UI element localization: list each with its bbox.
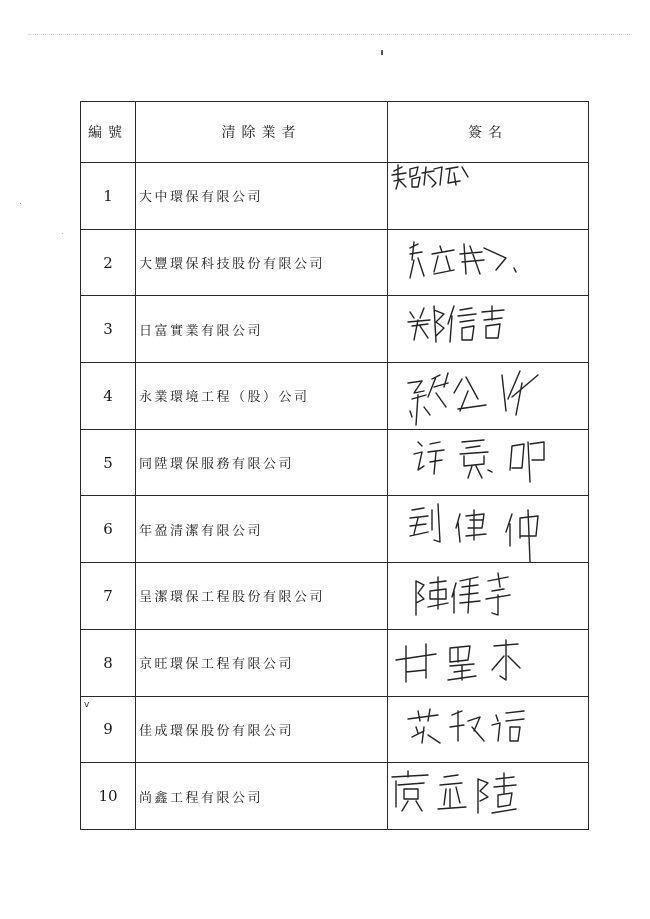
table-row (81, 629, 589, 696)
signature-cell (388, 429, 589, 496)
handwritten-signature (388, 763, 589, 829)
handwritten-signature (388, 363, 589, 429)
table-row (81, 296, 589, 363)
table-row (81, 496, 589, 563)
row-number: 2 (81, 229, 136, 296)
company-name: 京旺環保工程有限公司 (136, 629, 388, 696)
table-row (81, 163, 589, 230)
company-name: 永業環境工程（股）公司 (136, 363, 388, 430)
row-number: 1 (81, 163, 136, 230)
row-number: 3 (81, 296, 136, 363)
signature-cell (388, 763, 589, 830)
signature-cell (388, 296, 589, 363)
signature-cell (388, 629, 589, 696)
header-number: 編號 (81, 102, 136, 163)
signature-roster-table (80, 101, 589, 830)
signature-cell (388, 163, 589, 230)
table-row (81, 696, 589, 763)
row-number: 10 (81, 763, 136, 830)
signature-cell (388, 363, 589, 430)
table-row (81, 229, 589, 296)
row-number: 8 (81, 629, 136, 696)
table-row (81, 429, 589, 496)
company-name: 大豐環保科技股份有限公司 (136, 229, 388, 296)
company-name: 佳成環保股份有限公司 (136, 696, 388, 763)
table-row (81, 563, 589, 630)
row-number: 9 (81, 696, 136, 763)
header-company: 清除業者 (136, 102, 388, 163)
handwritten-signature (388, 697, 589, 763)
company-name: 日富實業有限公司 (136, 296, 388, 363)
table-header-row (81, 102, 589, 163)
handwritten-signature (388, 630, 589, 696)
handwritten-signature (388, 563, 589, 629)
row-number: 4 (81, 363, 136, 430)
signature-cell (388, 696, 589, 763)
company-name: 同陞環保服務有限公司 (136, 429, 388, 496)
handwritten-signature (388, 496, 589, 562)
scan-speck (62, 233, 63, 234)
scan-artifact-line (28, 34, 632, 35)
scan-speck (20, 203, 21, 204)
row-number: 5 (81, 429, 136, 496)
row-number: 7 (81, 563, 136, 630)
handwritten-signature (388, 430, 589, 496)
header-signature: 簽名 (388, 102, 589, 163)
table-row (81, 363, 589, 430)
handwritten-signature (388, 296, 589, 362)
handwritten-signature (388, 230, 589, 296)
signature-cell (388, 496, 589, 563)
handwritten-signature (388, 163, 589, 229)
company-name: 尚鑫工程有限公司 (136, 763, 388, 830)
scan-speck (381, 50, 383, 55)
margin-check-mark: v (84, 700, 90, 710)
table-row (81, 763, 589, 830)
company-name: 大中環保有限公司 (136, 163, 388, 230)
signature-cell (388, 563, 589, 630)
company-name: 呈潔環保工程股份有限公司 (136, 563, 388, 630)
signature-cell (388, 229, 589, 296)
company-name: 年盈清潔有限公司 (136, 496, 388, 563)
row-number: 6 (81, 496, 136, 563)
